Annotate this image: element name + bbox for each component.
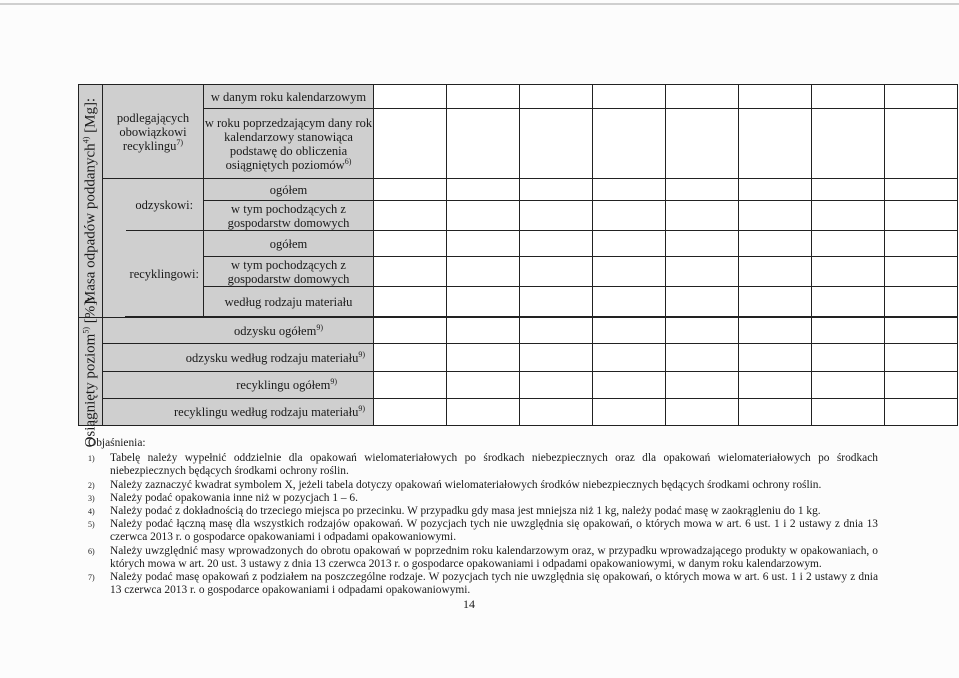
input-cell[interactable] — [520, 318, 593, 344]
input-cell[interactable] — [885, 318, 958, 344]
input-cell[interactable] — [374, 231, 447, 257]
input-cell[interactable] — [520, 344, 593, 372]
input-cell[interactable] — [739, 344, 812, 372]
input-cell[interactable] — [447, 399, 520, 426]
table-row — [79, 344, 958, 372]
footnotes — [88, 437, 878, 597]
table-row — [79, 372, 958, 399]
level-group-label: Osiągnięty poziom$^{5)}$ [%]: — [81, 296, 98, 447]
input-cell[interactable] — [885, 179, 958, 201]
input-cell[interactable] — [447, 372, 520, 399]
input-cell[interactable] — [374, 287, 447, 317]
footnote: 5) Należy podać łączną masę dla wszystkich rodzajów opakowań. W pozycjach tych nie uwzględnia się opakowań, o których mowa w art. 6 ust. 1 i 2 ustawy z dnia 13 czerwca 2013 r. o gospodarce opakowaniami i odpadami opakowaniowymi. — [88, 518, 878, 544]
input-cell[interactable] — [447, 231, 520, 257]
input-cell[interactable] — [593, 109, 666, 179]
mass-group-cell — [79, 85, 103, 318]
odzyskowi-label: odzyskowi: — [126, 179, 204, 231]
input-cell[interactable] — [666, 109, 739, 179]
input-cell[interactable] — [812, 372, 885, 399]
row-recykling-ogolem-level-label: recyklingu ogółem$^{9)}$ — [103, 372, 374, 399]
input-cell[interactable] — [447, 257, 520, 287]
table-row — [79, 109, 958, 179]
input-cell[interactable] — [666, 231, 739, 257]
input-cell[interactable] — [593, 179, 666, 201]
input-cell[interactable] — [447, 344, 520, 372]
input-cell[interactable] — [739, 85, 812, 109]
input-cell[interactable] — [739, 399, 812, 426]
input-cell[interactable] — [739, 372, 812, 399]
input-cell[interactable] — [593, 231, 666, 257]
page-number: 14 — [463, 597, 475, 611]
level-group-cell — [79, 296, 103, 447]
input-cell[interactable] — [739, 201, 812, 231]
input-cell[interactable] — [666, 372, 739, 399]
input-cell[interactable] — [812, 399, 885, 426]
row-recykling-ogolem-label: ogółem — [204, 231, 374, 257]
input-cell[interactable] — [447, 179, 520, 201]
input-cell[interactable] — [593, 399, 666, 426]
input-cell[interactable] — [447, 109, 520, 179]
input-cell[interactable] — [739, 318, 812, 344]
input-cell[interactable] — [739, 109, 812, 179]
footnote: 1) Tabelę należy wypełnić oddzielnie dla opakowań wielomateriałowych po środkach niebezpiecznych oraz dla opakowań wielomateriałowych po środkach niebezpiecznych będących środkami ochrony roślin. — [88, 452, 878, 478]
input-cell[interactable] — [374, 344, 447, 372]
input-cell[interactable] — [593, 257, 666, 287]
input-cell[interactable] — [666, 201, 739, 231]
input-cell[interactable] — [374, 399, 447, 426]
input-cell[interactable] — [374, 179, 447, 201]
footnote: 4) Należy podać z dokładnością do trzeciego miejsca po przecinku. W przypadku gdy masa jest mniejsza niż 1 kg, należy podać masę w zaokrągleniu do 1 kg. — [88, 505, 821, 518]
table-row — [79, 179, 958, 201]
input-cell[interactable] — [666, 344, 739, 372]
input-cell[interactable] — [520, 201, 593, 231]
row-recykling-material-level-label: recyklingu według rodzaju materiału$^{9)}$ — [103, 399, 374, 426]
row-odzysk-gosp-label: w tym pochodzących z gospodarstw domowych — [204, 201, 374, 231]
input-cell[interactable] — [812, 287, 885, 317]
input-cell[interactable] — [739, 287, 812, 317]
input-cell[interactable] — [593, 372, 666, 399]
table-row — [79, 201, 958, 231]
table-row — [79, 231, 958, 257]
input-cell[interactable] — [885, 201, 958, 231]
input-cell[interactable] — [447, 201, 520, 231]
input-cell[interactable] — [812, 85, 885, 109]
footnote: 2) Należy zaznaczyć kwadrat symbolem X, jeżeli tabela dotyczy opakowań wielomateriałowych środków niebezpiecznych będących środkami ochrony roślin. — [88, 478, 822, 491]
input-cell[interactable] — [885, 85, 958, 109]
input-cell[interactable] — [812, 344, 885, 372]
input-cell[interactable] — [520, 257, 593, 287]
input-cell[interactable] — [374, 85, 447, 109]
input-cell[interactable] — [593, 318, 666, 344]
input-cell[interactable] — [666, 318, 739, 344]
input-cell[interactable] — [885, 287, 958, 317]
input-cell[interactable] — [520, 287, 593, 317]
table-row — [79, 318, 958, 344]
input-cell[interactable] — [666, 257, 739, 287]
input-cell[interactable] — [374, 109, 447, 179]
input-cell[interactable] — [812, 201, 885, 231]
mass-group-label: Masa odpadów poddanych$^{4)}$ [Mg]: — [81, 97, 98, 305]
input-cell[interactable] — [812, 231, 885, 257]
table-row — [79, 399, 958, 426]
table-row — [79, 85, 958, 109]
input-cell[interactable] — [374, 372, 447, 399]
row-recykling-gosp-label: w tym pochodzących z gospodarstw domowych — [204, 257, 374, 287]
row-w-danym-roku-label: w danym roku kalendarzowym — [204, 85, 374, 109]
row-recykling-material-label: według rodzaju materiału — [204, 287, 374, 317]
table-row — [79, 287, 958, 317]
input-cell[interactable] — [520, 85, 593, 109]
input-cell[interactable] — [666, 399, 739, 426]
input-cell[interactable] — [520, 231, 593, 257]
input-cell[interactable] — [447, 318, 520, 344]
input-cell[interactable] — [885, 372, 958, 399]
input-cell[interactable] — [520, 399, 593, 426]
input-cell[interactable] — [885, 344, 958, 372]
input-cell[interactable] — [520, 109, 593, 179]
input-cell[interactable] — [739, 179, 812, 201]
row-odzysk-ogolem-level-label: odzysku ogółem$^{9)}$ — [103, 318, 374, 344]
input-cell[interactable] — [812, 257, 885, 287]
input-cell[interactable] — [593, 201, 666, 231]
input-cell[interactable] — [374, 201, 447, 231]
podlegajacych-label: podlegających obowiązkowi recyklingu$^{7)}$ — [103, 85, 204, 179]
row-odzysk-ogolem-label: ogółem — [204, 179, 374, 201]
input-cell[interactable] — [666, 287, 739, 317]
input-cell[interactable] — [666, 85, 739, 109]
row-poprzedzajacym-label: w roku poprzedzającym dany rok kalendarzowy stanowiąca podstawę do obliczenia osiągniętych poziomów$^{6)}$ — [204, 109, 374, 179]
input-cell[interactable] — [885, 257, 958, 287]
input-cell[interactable] — [593, 344, 666, 372]
recyklingowi-label: recyklingowi: — [126, 231, 204, 317]
input-cell[interactable] — [812, 179, 885, 201]
input-cell[interactable] — [885, 231, 958, 257]
input-cell[interactable] — [666, 179, 739, 201]
input-cell[interactable] — [885, 399, 958, 426]
input-cell[interactable] — [593, 85, 666, 109]
footnote: 6) Należy uwzględnić masy wprowadzonych do obrotu opakowań w poprzednim roku kalendarzowym oraz, w przypadku wprowadzającego produkty w opakowaniach, o których mowa w art. 20 ust. 3 ustawy z dnia 13 czerwca 2013 r. o gospodarce opakowaniami i odpadami opakowaniowymi, w danym roku kalendarzowym. — [88, 544, 878, 570]
input-cell[interactable] — [885, 109, 958, 179]
input-cell[interactable] — [447, 287, 520, 317]
row-odzysk-material-level-label: odzysku według rodzaju materiału$^{9)}$ — [103, 344, 374, 372]
input-cell[interactable] — [812, 318, 885, 344]
input-cell[interactable] — [520, 372, 593, 399]
input-cell[interactable] — [593, 287, 666, 317]
input-cell[interactable] — [447, 85, 520, 109]
footnote: 7) Należy podać masę opakowań z podziałem na poszczególne rodzaje. W pozycjach tych nie uwzględnia się opakowań, o których mowa w art. 6 ust. 1 i 2 ustawy z dnia 13 czerwca 2013 r. o gospodarce opakowaniami i odpadami opakowaniowymi. — [88, 571, 878, 597]
table-row — [79, 257, 958, 287]
input-cell[interactable] — [520, 179, 593, 201]
input-cell[interactable] — [374, 257, 447, 287]
footnotes-title: Objaśnienia: — [88, 437, 146, 449]
blank-left-column — [103, 179, 126, 318]
input-cell[interactable] — [739, 257, 812, 287]
input-cell[interactable] — [374, 318, 447, 344]
input-cell[interactable] — [812, 109, 885, 179]
input-cell[interactable] — [739, 231, 812, 257]
footnote: 3) Należy podać opakowania inne niż w pozycjach 1 – 6. — [88, 491, 358, 504]
